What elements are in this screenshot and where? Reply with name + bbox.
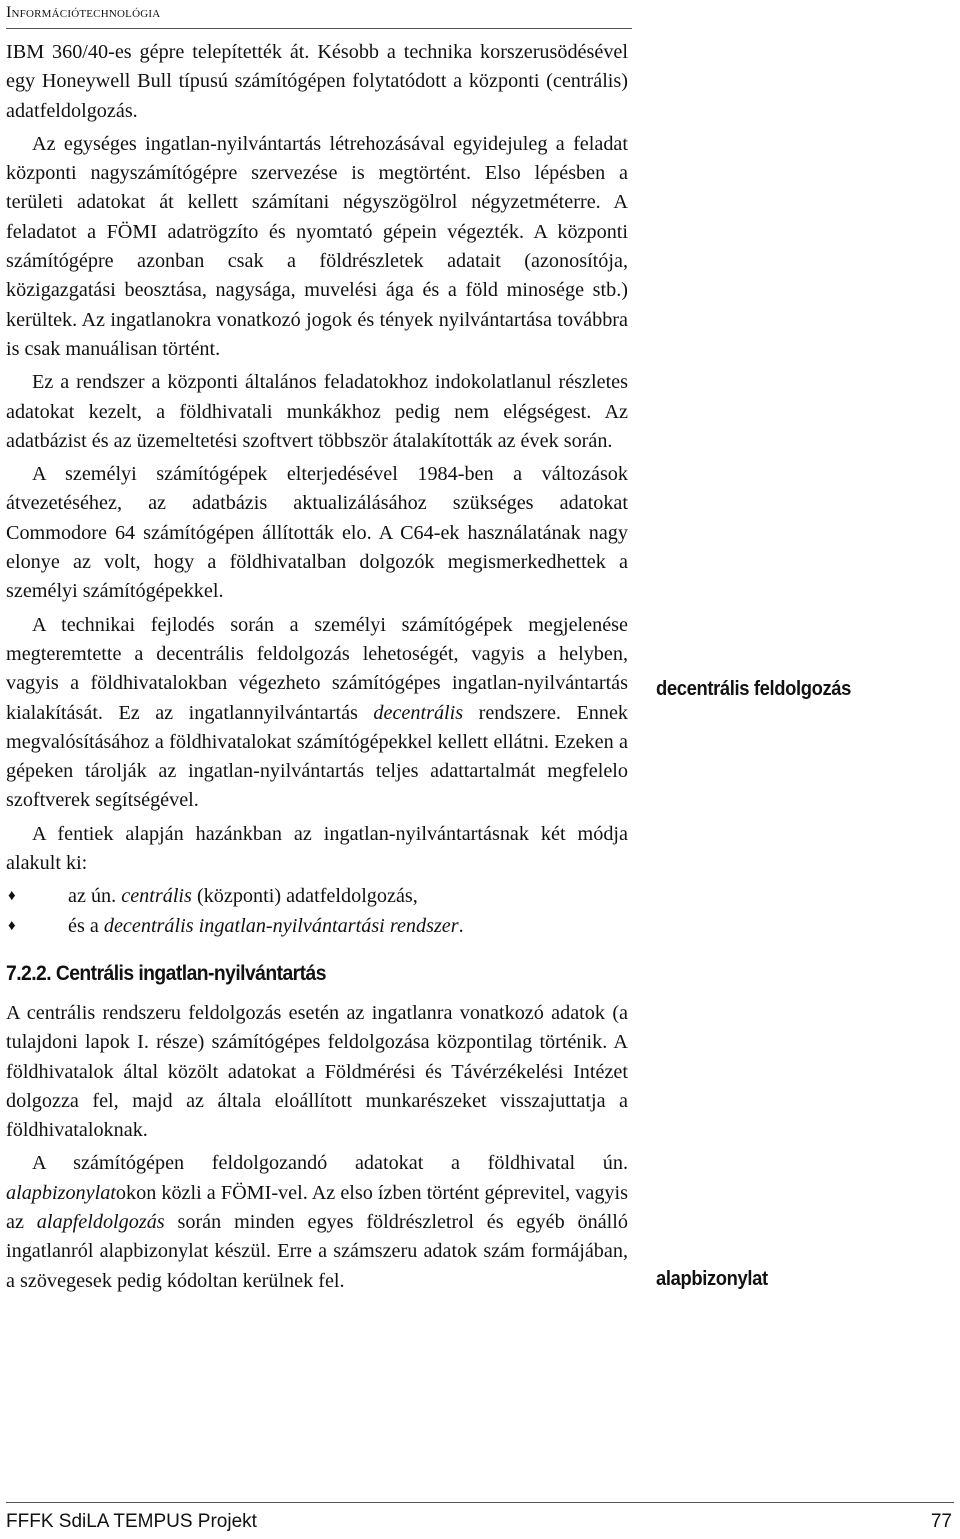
page-number: 77 bbox=[930, 1511, 952, 1532]
paragraph-6: A fentiek alapján hazánkban az ingatlan-nyilvántartásnak két módja alakult ki: bbox=[6, 822, 628, 875]
paragraph-5-emphasis: decentrális bbox=[373, 701, 464, 724]
paragraph-8 bbox=[6, 1149, 628, 1295]
paragraph-4: A személyi számítógépek elterjedésével 1984-ben a változások átvezetéséhez, az adatbázis aktualizálásához szükséges adatokat Commodore 64 számítógépen állították elo. A C64-ek használatának nagy elonye az volt, hogy a földhivatalban dolgozók megismerkedhettek a személyi számítógépekkel. bbox=[6, 463, 628, 603]
bullet-list bbox=[6, 882, 628, 941]
paragraph-8-emphasis-1: alapbizonylat bbox=[6, 1181, 116, 1204]
bullet-2-emphasis: decentrális ingatlan-nyilvántartási rendszer bbox=[103, 914, 459, 937]
paragraph-5-part-a: A technikai fejlodés során a személyi számítógépek megjelenése megteremtette a decentrális feldolgozás lehetoségét, vagyis a helyben, vagyis a földhivatalokban végezheto számítógépes ingatlan-nyilvántartás kialakítását. Ez az ingatlannyilvántartás bbox=[6, 613, 628, 724]
paragraph-8-part-c: során minden egyes földrészletrol és egyéb önálló ingatlanról alapbizonylat készül. Erre a számszeru adatok szám formájában, a szövegesek pedig kódoltan kerülnek fel. bbox=[6, 1210, 628, 1292]
paragraph-1: IBM 360/40-es gépre telepítették át. Késobb a technika korszerusödésével egy Honeywell Bull típusú számítógépen folytatódott a központi (centrális) adatfeldolgozás. bbox=[6, 41, 628, 122]
page-header bbox=[6, 0, 632, 29]
diamond-bullet-icon: ♦ bbox=[8, 917, 16, 934]
bullet-item-2 bbox=[6, 912, 628, 941]
bullet-2-text-a: és a bbox=[68, 914, 99, 937]
footer-project: FFFK SdiLA TEMPUS Projekt bbox=[6, 1511, 257, 1532]
paragraph-5 bbox=[6, 611, 628, 816]
header-title: Információtechnológia bbox=[6, 4, 161, 21]
diamond-bullet-icon: ♦ bbox=[8, 888, 16, 905]
paragraph-8-emphasis-2: alapfeldolgozás bbox=[36, 1210, 165, 1233]
paragraph-5-part-b: rendszere. Ennek megvalósításához a földhivatalokat számítógépekkel kellett ellátni. Ezeken a gépeken tárolják az ingatlan-nyilvántartás teljes adattartalmát megfelelo szoftverek segítségével. bbox=[6, 701, 629, 812]
paragraph-3: Ez a rendszer a központi általános feladatokhoz indokolatlanul részletes adatokat kezelt, a földhivatali munkákhoz pedig nem elégségest. Az adatbázist és az üzemeltetési szoftvert többször átalakították az évek során. bbox=[6, 371, 628, 452]
page-footer bbox=[6, 1502, 954, 1539]
section-heading: 7.2.2. Centrális ingatlan-nyilvántartás bbox=[6, 961, 326, 985]
margin-note-alapbizonylat: alapbizonylat bbox=[656, 1268, 768, 1290]
bullet-1-text-b: (központi) adatfeldolgozás, bbox=[196, 885, 418, 908]
paragraph-8-part-a: A számítógépen feldolgozandó adatokat a földhivatal ún. bbox=[32, 1152, 628, 1175]
bullet-1-text-a: az ún. bbox=[68, 885, 117, 908]
main-text bbox=[6, 38, 628, 1300]
margin-note-decentralis: decentrális feldolgozás bbox=[656, 678, 852, 700]
bullet-2-text-b: . bbox=[458, 914, 464, 937]
paragraph-2: Az egységes ingatlan-nyilvántartás létrehozásával egyidejuleg a feladat központi nagyszámítógépre szervezése is megtörtént. Elso lépésben a területi adatokat át kellett számítani négyszögölrol négyzetméterre. A feladatot a FÖMI adatrögzíto és nyomtató gépein végezték. A központi számítógépre azonban csak a földrészletek adatait (azonosítója, közigazgatási beosztása, nagysága, muvelési ága és a föld minosége stb.) kerültek. Az ingatlanokra vonatkozó jogok és tények nyilvántartása továbbra is csak manuálisan történt. bbox=[6, 132, 628, 360]
bullet-item-1 bbox=[6, 882, 628, 911]
paragraph-8-part-b: okon közli a FÖMI-vel. Az elso ízben történt géprevitel, vagyis az bbox=[6, 1181, 628, 1233]
bullet-1-emphasis: centrális bbox=[121, 885, 192, 908]
paragraph-7: A centrális rendszeru feldolgozás esetén az ingatlanra vonatkozó adatok (a tulajdoni lapok I. része) számítógépes feldolgozása központilag történik. A földhivatalok által közölt adatokat a Földmérési és Távérzékelési Intézet dolgozza fel, majd az általa eloállított munkarészeket visszajuttatja a földhivataloknak. bbox=[6, 1001, 628, 1142]
